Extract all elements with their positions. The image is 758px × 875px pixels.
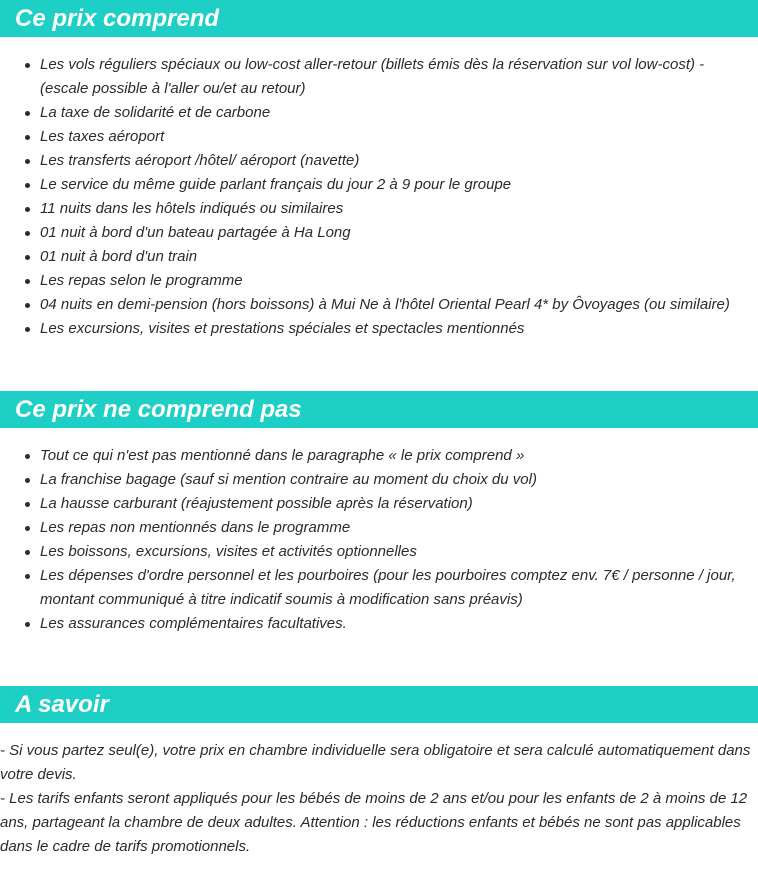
info-paragraph: - Les tarifs enfants seront appliqués pour les bébés de moins de 2 ans et/ou pour les enfants de 2 à moins de 12 ans, partageant la chambre de deux adultes. Attention : les réductions enfants et bébés ne sont pas applicables dans le cadre de tarifs promotionnels.	[0, 790, 748, 855]
list-item: Le service du même guide parlant français du jour 2 à 9 pour le groupe	[0, 173, 750, 197]
list-item: 01 nuit à bord d'un bateau partagée à Ha Long	[0, 221, 750, 245]
includes-list	[0, 53, 750, 341]
info-title: A savoir	[15, 691, 109, 718]
info-header	[0, 686, 758, 723]
excludes-list	[0, 444, 750, 636]
list-item: La franchise bagage (sauf si mention contraire au moment du choix du vol)	[0, 468, 750, 492]
list-item: Les repas selon le programme	[0, 269, 750, 293]
info-notes	[0, 739, 752, 859]
list-item: Les assurances complémentaires facultatives.	[0, 612, 750, 636]
excludes-header	[0, 391, 758, 428]
list-item: Les repas non mentionnés dans le programme	[0, 516, 750, 540]
list-item: Les excursions, visites et prestations spéciales et spectacles mentionnés	[0, 317, 750, 341]
list-item: Les dépenses d'ordre personnel et les pourboires (pour les pourboires comptez env. 7€ / personne / jour, montant communiqué à titre indicatif soumis à modification sans préavis)	[0, 564, 750, 612]
info-paragraph: - Si vous partez seul(e), votre prix en chambre individuelle sera obligatoire et sera calculé automatiquement dans votre devis.	[0, 742, 751, 783]
list-item: Les taxes aéroport	[0, 125, 750, 149]
list-item: 04 nuits en demi-pension (hors boissons) à Mui Ne à l'hôtel Oriental Pearl 4* by Ôvoyages (ou similaire)	[0, 293, 750, 317]
list-item: Les transferts aéroport /hôtel/ aéroport (navette)	[0, 149, 750, 173]
list-item: Les boissons, excursions, visites et activités optionnelles	[0, 540, 750, 564]
includes-header	[0, 0, 758, 37]
list-item: La taxe de solidarité et de carbone	[0, 101, 750, 125]
includes-title: Ce prix comprend	[15, 5, 220, 32]
excludes-title: Ce prix ne comprend pas	[15, 396, 302, 423]
list-item: 01 nuit à bord d'un train	[0, 245, 750, 269]
list-item: Tout ce qui n'est pas mentionné dans le paragraphe « le prix comprend »	[0, 444, 750, 468]
list-item: 11 nuits dans les hôtels indiqués ou similaires	[0, 197, 750, 221]
list-item: Les vols réguliers spéciaux ou low-cost aller-retour (billets émis dès la réservation sur vol low-cost) - (escale possible à l'aller ou/et au retour)	[0, 53, 750, 101]
list-item: La hausse carburant (réajustement possible après la réservation)	[0, 492, 750, 516]
